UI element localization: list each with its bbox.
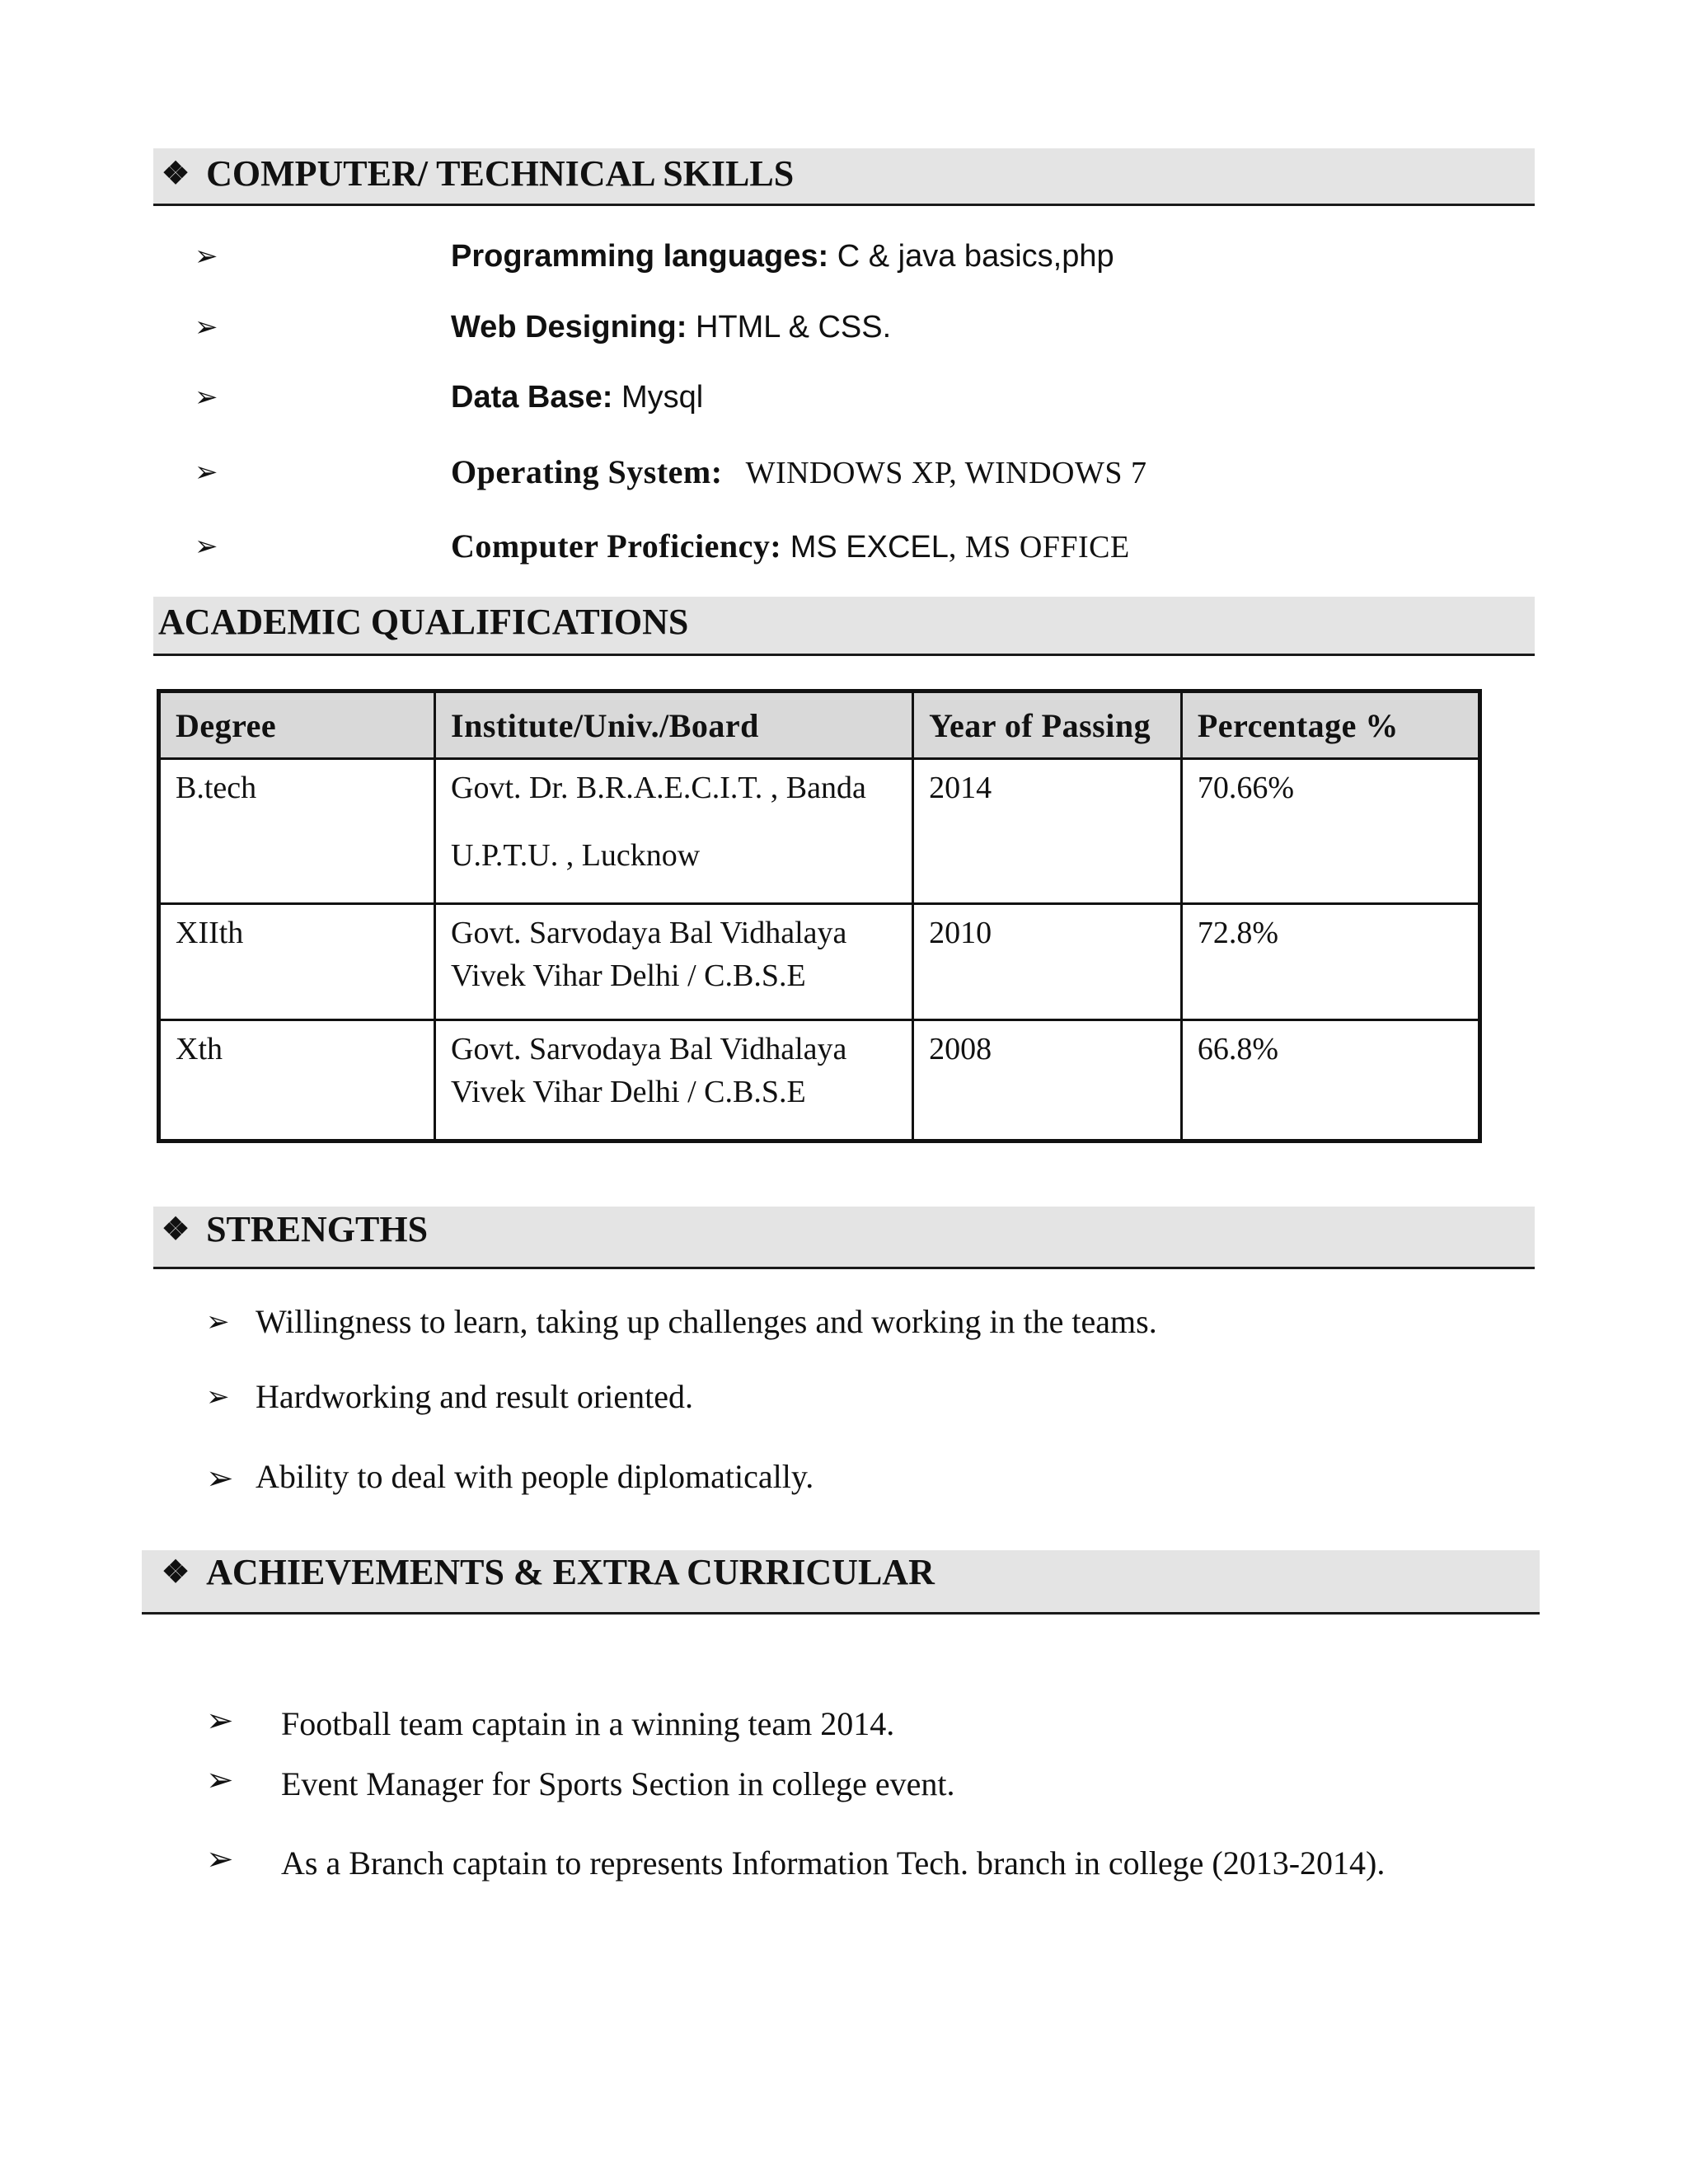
section-title-skills: ❖ COMPUTER/ TECHNICAL SKILLS (162, 153, 795, 194)
strength-item: Hardworking and result oriented. (256, 1378, 693, 1415)
skill-web-designing: Web Designing: HTML & CSS. (451, 310, 892, 344)
arrowhead-bullet-icon: ➢ (206, 1460, 234, 1497)
cell-degree: Xth (159, 1020, 435, 1141)
academic-table (157, 689, 1482, 1143)
skill-operating-system: Operating System: WINDOWS XP, WINDOWS 7 (451, 453, 1147, 490)
table-row (159, 759, 1480, 904)
arrowhead-bullet-icon: ➢ (195, 530, 218, 563)
cell-institute: Govt. Dr. B.R.A.E.C.I.T. , Banda U.P.T.U. , Lucknow (435, 759, 913, 904)
cell-institute: Govt. Sarvodaya Bal Vidhalaya Vivek Vihar Delhi / C.B.S.E (435, 1020, 913, 1141)
cell-institute: Govt. Sarvodaya Bal Vidhalaya Vivek Vihar Delhi / C.B.S.E (435, 904, 913, 1020)
cell-year: 2010 (913, 904, 1182, 1020)
achievement-item: Football team captain in a winning team 2014. (281, 1705, 895, 1742)
cell-year: 2014 (913, 759, 1182, 904)
arrowhead-bullet-icon: ➢ (195, 240, 218, 273)
strength-item: Ability to deal with people diplomatically. (256, 1458, 814, 1495)
cell-percentage: 66.8% (1181, 1020, 1479, 1141)
arrowhead-bullet-icon: ➢ (195, 456, 218, 489)
skill-programming: Programming languages: C & java basics,php (451, 239, 1114, 274)
cell-year: 2008 (913, 1020, 1182, 1141)
section-title-achievements: ❖ ACHIEVEMENTS & EXTRA CURRICULAR (162, 1552, 935, 1592)
arrowhead-bullet-icon: ➢ (206, 1380, 230, 1413)
achievement-item: Event Manager for Sports Section in college event. (281, 1765, 955, 1802)
table-header-row (159, 691, 1480, 759)
arrowhead-bullet-icon: ➢ (195, 311, 218, 344)
strength-item: Willingness to learn, taking up challenges and working in the teams. (256, 1303, 1157, 1340)
section-title-strengths: ❖ STRENGTHS (162, 1209, 429, 1249)
skill-database: Data Base: Mysql (451, 380, 704, 415)
skill-computer-proficiency: Computer Proficiency: MS EXCEL, MS OFFICE (451, 527, 1130, 565)
cell-degree: B.tech (159, 759, 435, 904)
cell-percentage: 70.66% (1181, 759, 1479, 904)
table-row (159, 904, 1480, 1020)
header-institute: Institute/Univ./Board (435, 691, 913, 759)
arrowhead-bullet-icon: ➢ (206, 1761, 234, 1799)
cell-degree: XIIth (159, 904, 435, 1020)
arrowhead-bullet-icon: ➢ (206, 1702, 234, 1740)
diamond-bullet-icon: ❖ (162, 1212, 190, 1247)
diamond-bullet-icon: ❖ (162, 1555, 190, 1590)
header-year: Year of Passing (913, 691, 1182, 759)
arrowhead-bullet-icon: ➢ (206, 1305, 230, 1338)
cell-percentage: 72.8% (1181, 904, 1479, 1020)
header-degree: Degree (159, 691, 435, 759)
arrowhead-bullet-icon: ➢ (195, 381, 218, 414)
header-percentage: Percentage % (1181, 691, 1479, 759)
achievement-item: As a Branch captain to represents Information Tech. branch in college (2013-2014). (281, 1844, 1386, 1882)
diamond-bullet-icon: ❖ (162, 157, 190, 191)
table-row (159, 1020, 1480, 1141)
arrowhead-bullet-icon: ➢ (206, 1840, 234, 1878)
section-title-academic: ACADEMIC QUALIFICATIONS (158, 602, 689, 642)
